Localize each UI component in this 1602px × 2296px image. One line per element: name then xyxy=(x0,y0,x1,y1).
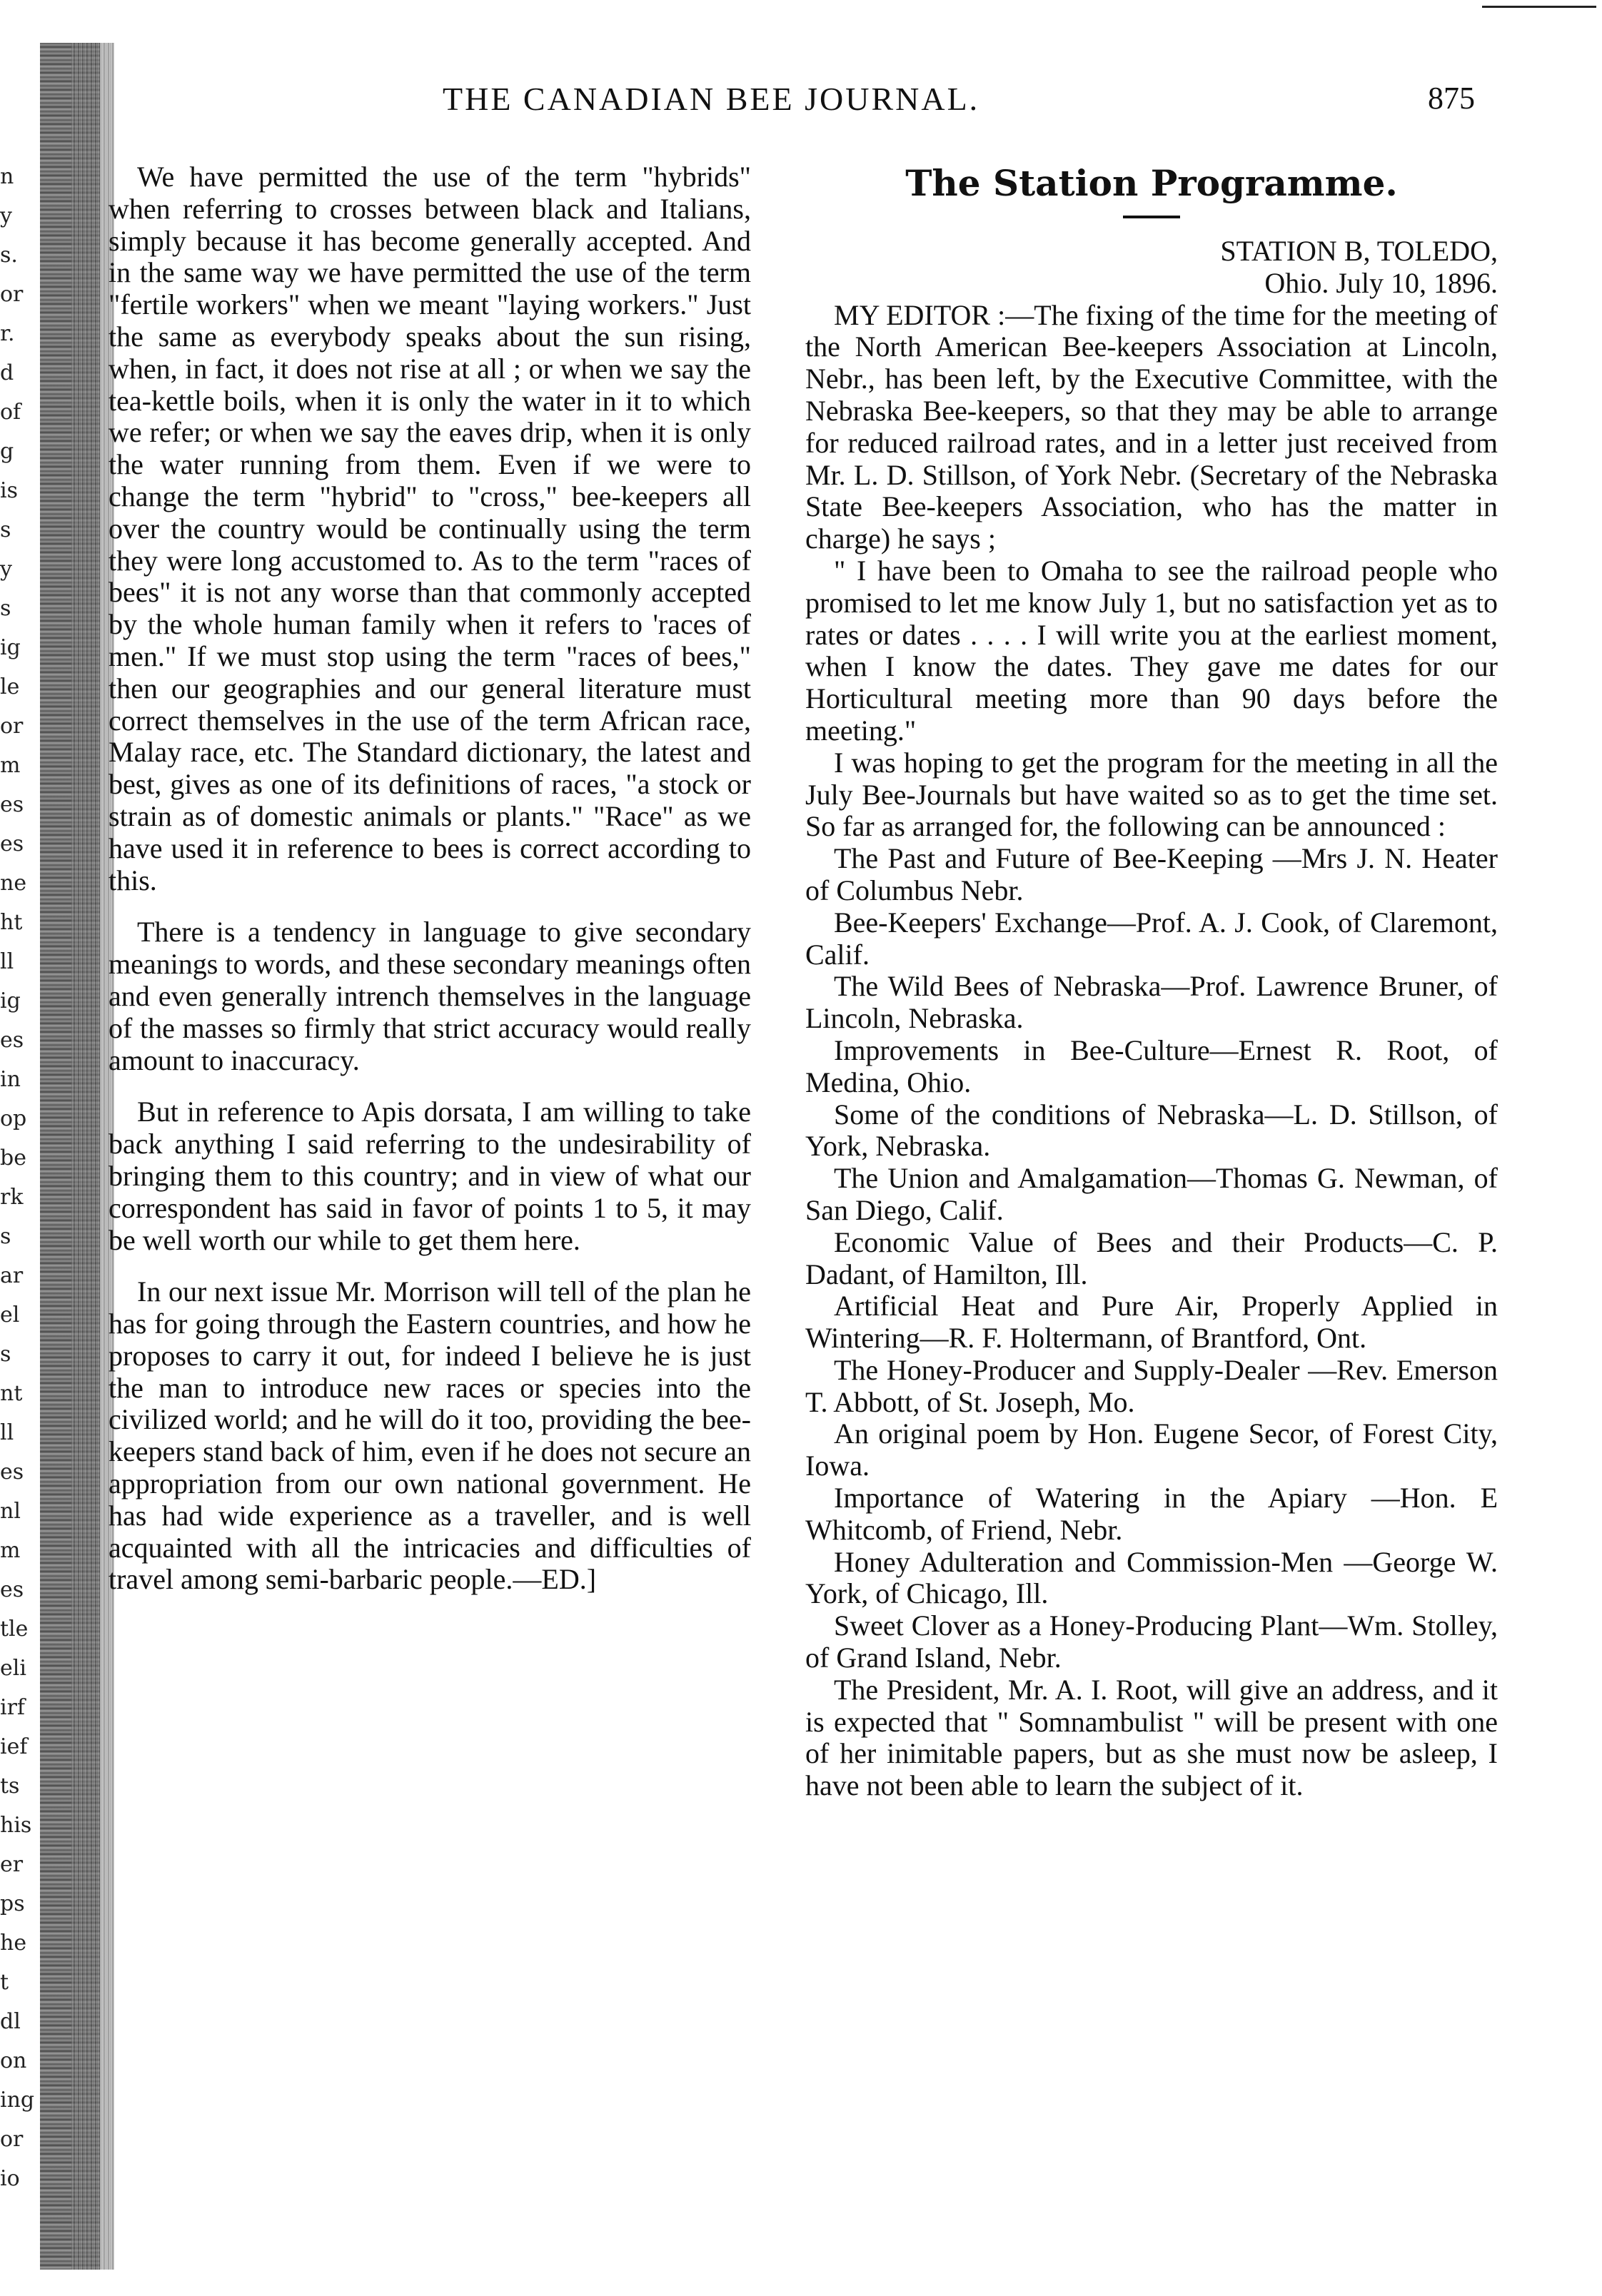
margin-fragment: s xyxy=(0,517,11,542)
margin-fragment: ing xyxy=(0,2088,35,2113)
margin-fragment: es xyxy=(0,1577,24,1602)
intro-text: —The fixing of the time for the meeting of the North American Bee-keepers Association at Lincoln, Nebr., has been left, by the Executive Committee, with the Nebraska Bee-keepers, so that they may be able to arrange for reduced railroad rates, and in a letter just received from Mr. L. D. Stillson, of York Nebr. (Secretary of the Nebraska State Bee-keepers Association, who has the matter in charge) he says ; xyxy=(805,298,1498,555)
margin-fragment: of xyxy=(0,400,21,425)
margin-fragment: t xyxy=(0,1970,9,1995)
margin-fragment: his xyxy=(0,1813,32,1838)
dateline-date: Ohio. July 10, 1896. xyxy=(1264,266,1498,299)
paragraph: We have permitted the use of the term "hybrids" when referring to crosses between black and Italians, simply because it has become generally accepted. And in the same way we have permitted the use of the term "fertile workers" when we meant "laying workers." Just the same as everybody speaks about the sun rising, when, in fact, it does not rise at all ; or when we say the tea-kettle boils, when it is only the water in it to which we refer; or when we say the eaves drip, when it is only the water running from them. Even if we were to change the term "hybrid" to "cross," bee-keepers all over the country would be continually using the term they were long accustomed to. As to the term "races of bees" it is not any worse than that commonly accepted by the whole human family when it refers to 'races of men." If we must stop using the term "races of bees," then our geographies and our general literature must correct themselves in the use of the term African race, Malay race, etc. The Standard dictionary, the latest and best, gives as one of its definitions of races, "a stock or strain as of domestic animals or plants." "Race" as we have used it in reference to bees is correct according to this. xyxy=(109,161,751,896)
margin-fragment: es xyxy=(0,1028,24,1053)
margin-fragment: r. xyxy=(0,321,15,346)
margin-fragment: es xyxy=(0,1460,24,1485)
margin-fragment: nt xyxy=(0,1381,23,1406)
margin-fragment: y xyxy=(0,203,12,228)
margin-fragment: or xyxy=(0,282,24,307)
program-item: The Wild Bees of Nebraska—Prof. Lawrence Bruner, of Lincoln, Nebraska. xyxy=(805,970,1498,1035)
program-item: Importance of Watering in the Apiary —Hon. E Whitcomb, of Friend, Nebr. xyxy=(805,1482,1498,1546)
margin-fragment: d xyxy=(0,360,14,385)
margin-fragment: irf xyxy=(0,1695,26,1720)
margin-fragment: ts xyxy=(0,1774,20,1799)
program-item: Economic Value of Bees and their Products—C. P. Dadant, of Hamilton, Ill. xyxy=(805,1225,1498,1290)
continuation: I was hoping to get the program for the meeting in all the July Bee-Journals but have waited so as to get the time set. So far as arranged for, the following can be announced : xyxy=(805,746,1498,843)
margin-fragment: is xyxy=(0,478,18,503)
margin-fragment: be xyxy=(0,1146,26,1170)
quote: " I have been to Omaha to see the railroad people who promised to let me know July 1, but no satisfaction yet as to rates or dates . . . . I will write you at the earliest moment, when I know the dates. They gave me dates for our Horticultural meeting more than 90 days before the meeting." xyxy=(805,554,1498,747)
margin-fragment: ne xyxy=(0,871,27,896)
page-number: 875 xyxy=(1428,81,1475,116)
program-item: The Honey-Producer and Supply-Dealer —Rev. Emerson T. Abbott, of St. Joseph, Mo. xyxy=(805,1353,1498,1418)
program-item: Improvements in Bee-Culture—Ernest R. Root, of Medina, Ohio. xyxy=(805,1033,1498,1098)
program-item: Artificial Heat and Pure Air, Properly Applied in Wintering—R. F. Holtermann, of Brantford, Ont. xyxy=(805,1290,1498,1355)
margin-fragment: s xyxy=(0,1224,11,1249)
margin-fragment: ll xyxy=(0,1420,14,1445)
top-rule xyxy=(1482,6,1596,8)
margin-fragment: es xyxy=(0,831,24,856)
margin-fragment: y xyxy=(0,557,12,582)
dateline xyxy=(805,236,1498,268)
program-list xyxy=(805,843,1498,1802)
program-item: The Past and Future of Bee-Keeping —Mrs J. N. Heater of Columbus Nebr. xyxy=(805,842,1498,906)
left-column xyxy=(109,161,751,1616)
program-item: The President, Mr. A. I. Root, will give an address, and it is expected that " Somnambulist " will be present with one of her inimitable papers, but as she must now be asleep, I have not been able to learn the subject of it. xyxy=(805,1673,1498,1802)
margin-fragment: dl xyxy=(0,2009,21,2034)
margin-fragment: eli xyxy=(0,1656,26,1681)
margin-fragment: ps xyxy=(0,1891,25,1916)
margin-fragment: or xyxy=(0,2127,24,2152)
margin-fragment: el xyxy=(0,1303,20,1327)
margin-fragment: ll xyxy=(0,949,14,974)
right-column xyxy=(805,161,1498,1802)
margin-fragment: or xyxy=(0,714,24,739)
margin-fragment: in xyxy=(0,1067,21,1092)
margin-fragment: io xyxy=(0,2166,20,2191)
paragraph: There is a tendency in language to give secondary meanings to words, and these secondary meanings often and even generally intrench themselves in the language of the masses so firmly that strict accuracy would really amount to inaccuracy. xyxy=(109,916,751,1076)
margin-fragment: s. xyxy=(0,243,18,268)
margin-fragment: ar xyxy=(0,1263,24,1288)
program-item: Honey Adulteration and Commission-Men —George W. York, of Chicago, Ill. xyxy=(805,1545,1498,1610)
margin-fragment: le xyxy=(0,674,20,699)
margin-fragment: nl xyxy=(0,1499,21,1524)
margin-fragment: ht xyxy=(0,910,23,935)
margin-fragment: s xyxy=(0,1342,11,1367)
program-item: Some of the conditions of Nebraska—L. D. Stillson, of York, Nebraska. xyxy=(805,1098,1498,1163)
program-item: Sweet Clover as a Honey-Producing Plant—Wm. Stolley, of Grand Island, Nebr. xyxy=(805,1609,1498,1674)
letter-intro xyxy=(805,300,1498,555)
binding-shadow xyxy=(71,43,114,2270)
program-item: The Union and Amalgamation—Thomas G. Newman, of San Diego, Calif. xyxy=(805,1162,1498,1226)
margin-fragment: he xyxy=(0,1931,27,1956)
journal-title: THE CANADIAN BEE JOURNAL. xyxy=(443,81,980,117)
margin-fragment: m xyxy=(0,1538,21,1563)
margin-fragment: op xyxy=(0,1106,27,1131)
paragraph: But in reference to Apis dorsata, I am willing to take back anything I said referring to the undesirability of bringing them to this country; and in view of what our correspondent has said in favor of points 1 to 5, it may be well worth our while to get them here. xyxy=(109,1096,751,1256)
margin-fragment: m xyxy=(0,753,21,778)
margin-fragment: g xyxy=(0,439,14,464)
margin-fragment: n xyxy=(0,164,14,189)
dateline-place: STATION B, TOLEDO, xyxy=(1220,235,1498,267)
title-rule xyxy=(1123,216,1180,218)
margin-fragment: s xyxy=(0,596,11,621)
margin-fragment: rk xyxy=(0,1185,24,1210)
margin-fragment: es xyxy=(0,792,24,817)
margin-fragment: ig xyxy=(0,635,21,660)
margin-fragment: tle xyxy=(0,1617,29,1642)
margin-fragment: ief xyxy=(0,1734,28,1759)
margin-fragment: er xyxy=(0,1852,24,1877)
paragraph: In our next issue Mr. Morrison will tell of the plan he has for going through the Eastern countries, and how he proposes to carry it out, for indeed I believe he is just the man to introduce new races or species into the civilized world; and he will do it too, providing the bee-keepers stand back of him, even if he does not secure an appropriation from our own national government. He has had wide experience as a traveller, and is well acquainted with all the intricacies and difficulties of travel among semi-barbaric people.—ED.] xyxy=(109,1275,751,1596)
margin-fragment: on xyxy=(0,2048,27,2073)
salutation: MY EDITOR : xyxy=(834,298,1006,331)
program-item: An original poem by Hon. Eugene Secor, of Forest City, Iowa. xyxy=(805,1417,1498,1482)
article-title: The Station Programme. xyxy=(905,162,1398,204)
program-item: Bee-Keepers' Exchange—Prof. A. J. Cook, of Claremont, Calif. xyxy=(805,906,1498,971)
margin-fragment: ig xyxy=(0,988,21,1013)
